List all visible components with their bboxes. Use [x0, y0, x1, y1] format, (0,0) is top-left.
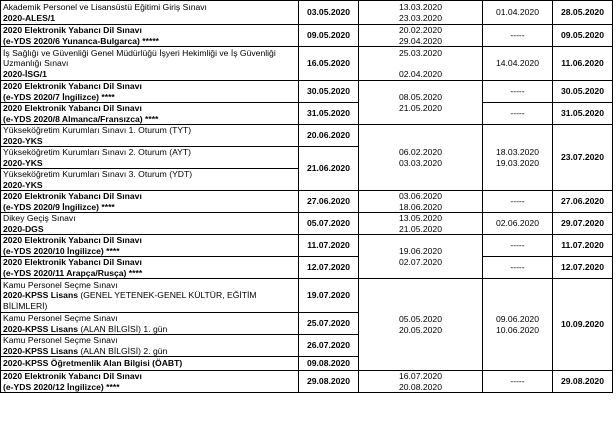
result-date-cell: 29.08.2020 — [553, 371, 613, 393]
exam-title: 2020-KPSS Öğretmenlik Alan Bilgisi (ÖABT) — [3, 358, 183, 369]
late-start: 09.06.2020 — [495, 314, 539, 325]
exam-name-cell — [1, 235, 299, 257]
table-row — [1, 81, 613, 103]
application-start: 19.06.2020 — [398, 246, 442, 257]
late-application-cell: ----- — [483, 371, 553, 393]
application-start: 20.02.2020 — [398, 25, 442, 36]
application-period-cell — [359, 25, 483, 47]
exam-title: Kamu Personel Seçme Sınavı — [3, 335, 118, 346]
application-start: 03.06.2020 — [398, 191, 442, 202]
exam-code-prefix: 2020-KPSS Lisans — [3, 290, 78, 301]
application-period-cell — [359, 279, 483, 371]
exam-name-cell — [1, 147, 299, 169]
exam-date-cell: 29.08.2020 — [299, 371, 359, 393]
exam-title: 2020 Elektronik Yabancı Dil Sınavı — [3, 25, 142, 36]
exam-code-rest: (GENEL YETENEK-GENEL KÜLTÜR, EĞİTİM BİLİMLERİ) — [3, 290, 257, 311]
application-spacer — [361, 58, 480, 68]
exam-name-cell — [1, 25, 299, 47]
exam-code — [3, 346, 296, 356]
late-application-cell: ----- — [483, 191, 553, 213]
application-period-cell — [359, 191, 483, 213]
exam-title: Yükseköğretim Kurumları Sınavı 1. Oturum (TYT) — [3, 125, 192, 136]
late-end: 19.03.2020 — [495, 157, 539, 168]
late-application-cell — [483, 279, 553, 371]
application-end: 02.04.2020 — [398, 68, 442, 79]
exam-code-prefix: 2020-KPSS Lisans — [3, 323, 78, 334]
late-application-cell: ----- — [483, 235, 553, 257]
exam-date-cell: 19.07.2020 — [299, 279, 359, 313]
result-date-cell: 09.05.2020 — [553, 25, 613, 47]
exam-code: (e-YDS 2020/9 İngilizce) **** — [3, 201, 115, 212]
exam-date-cell: 21.06.2020 — [299, 147, 359, 191]
application-start: 13.03.2020 — [398, 2, 442, 13]
table-row — [1, 257, 613, 279]
late-application-cell: 01.04.2020 — [483, 1, 553, 25]
exam-date-cell: 09.05.2020 — [299, 25, 359, 47]
late-application-cell: ----- — [483, 257, 553, 279]
exam-name-cell — [1, 213, 299, 235]
application-end: 20.08.2020 — [398, 381, 442, 392]
table-row — [1, 25, 613, 47]
exam-code: 2020-İSG/1 — [3, 68, 47, 79]
table-row — [1, 47, 613, 81]
exam-date-cell: 03.05.2020 — [299, 1, 359, 25]
exam-code: (e-YDS 2020/11 Arapça/Rusça) **** — [3, 267, 143, 278]
exam-date-cell: 05.07.2020 — [299, 213, 359, 235]
application-period-cell — [359, 235, 483, 279]
table-row — [1, 1, 613, 25]
result-date-cell: 23.07.2020 — [553, 125, 613, 191]
exam-name-cell — [1, 103, 299, 125]
exam-name-cell — [1, 357, 299, 371]
exam-title: 2020 Elektronik Yabancı Dil Sınavı — [3, 81, 142, 92]
exam-title: Yükseköğretim Kurumları Sınavı 2. Oturum (AYT) — [3, 147, 192, 158]
exam-code: 2020-DGS — [3, 223, 44, 234]
application-period-cell — [359, 125, 483, 191]
exam-date-cell: 25.07.2020 — [299, 313, 359, 335]
table-row — [1, 191, 613, 213]
result-date-cell: 10.09.2020 — [553, 279, 613, 371]
application-start: 05.05.2020 — [398, 314, 442, 325]
exam-date-cell: 27.06.2020 — [299, 191, 359, 213]
result-date-cell: 30.05.2020 — [553, 81, 613, 103]
application-end: 18.06.2020 — [398, 201, 442, 212]
application-start: 13.05.2020 — [398, 213, 442, 224]
application-end: 29.04.2020 — [398, 35, 442, 46]
result-date-cell: 11.07.2020 — [553, 235, 613, 257]
late-application-cell: ----- — [483, 25, 553, 47]
exam-date-cell: 31.05.2020 — [299, 103, 359, 125]
exam-name-cell — [1, 191, 299, 213]
exam-code: (e-YDS 2020/12 İngilizce) **** — [3, 381, 120, 392]
exam-title: 2020 Elektronik Yabancı Dil Sınavı — [3, 103, 142, 114]
exam-code: (e-YDS 2020/6 Yunanca-Bulgarca) ***** — [3, 35, 160, 46]
application-start: 25.03.2020 — [398, 48, 442, 59]
exam-code: (e-YDS 2020/7 İngilizce) **** — [3, 91, 115, 102]
exam-title: 2020 Elektronik Yabancı Dil Sınavı — [3, 257, 142, 268]
exam-name-cell — [1, 47, 299, 81]
late-application-cell: ----- — [483, 81, 553, 103]
table-row — [1, 371, 613, 393]
exam-date-cell: 20.06.2020 — [299, 125, 359, 147]
application-period-cell — [359, 47, 483, 81]
exam-title: Kamu Personel Seçme Sınavı — [3, 280, 118, 291]
application-period-cell — [359, 81, 483, 125]
exam-name-cell — [1, 371, 299, 393]
exam-code: 2020-YKS — [3, 157, 43, 168]
exam-date-cell: 26.07.2020 — [299, 335, 359, 357]
result-date-cell: 29.07.2020 — [553, 213, 613, 235]
application-end: 03.03.2020 — [398, 157, 442, 168]
table-row — [1, 213, 613, 235]
result-date-cell: 31.05.2020 — [553, 103, 613, 125]
result-date-cell: 27.06.2020 — [553, 191, 613, 213]
application-end: 23.03.2020 — [398, 12, 442, 23]
table-row — [1, 125, 613, 147]
exam-date-cell: 30.05.2020 — [299, 81, 359, 103]
exam-name-cell — [1, 257, 299, 279]
exam-date-cell: 12.07.2020 — [299, 257, 359, 279]
exam-code-rest: (ALAN BİLGİSİ) 1. gün — [78, 323, 168, 334]
late-end: 10.06.2020 — [495, 324, 539, 335]
late-application-cell: 02.06.2020 — [483, 213, 553, 235]
exam-title: 2020 Elektronik Yabancı Dil Sınavı — [3, 371, 142, 382]
exam-name-cell — [1, 313, 299, 335]
exam-code — [3, 324, 296, 334]
result-date-cell: 28.05.2020 — [553, 1, 613, 25]
exam-code-prefix: 2020-KPSS Lisans — [3, 345, 78, 356]
exam-name-cell — [1, 125, 299, 147]
application-start: 06.02.2020 — [398, 147, 442, 158]
exam-name-cell — [1, 279, 299, 313]
exam-title: 2020 Elektronik Yabancı Dil Sınavı — [3, 191, 142, 202]
exam-code: (e-YDS 2020/8 Almanca/Fransızca) **** — [3, 113, 159, 124]
application-end: 21.05.2020 — [398, 102, 442, 113]
application-start: 08.05.2020 — [398, 92, 442, 103]
exam-title: 2020 Elektronik Yabancı Dil Sınavı — [3, 235, 142, 246]
exam-title: Akademik Personel ve Lisansüstü Eğitimi Giriş Sınavı — [3, 2, 207, 13]
exam-code-rest: (ALAN BİLGİSİ) 2. gün — [78, 345, 168, 356]
result-date-cell: 12.07.2020 — [553, 257, 613, 279]
exam-date-cell: 11.07.2020 — [299, 235, 359, 257]
late-application-cell: ----- — [483, 103, 553, 125]
late-application-cell — [483, 125, 553, 191]
table-row — [1, 103, 613, 125]
late-start: 18.03.2020 — [495, 147, 539, 158]
application-end: 20.05.2020 — [398, 324, 442, 335]
exam-title: İş Sağlığı ve Güvenliği Genel Müdürlüğü İşyeri Hekimliği ve İş Güvenliği Uzmanlığı Sınavı — [3, 48, 276, 69]
exam-code — [3, 290, 296, 310]
table-row — [1, 279, 613, 313]
result-date-cell: 11.06.2020 — [553, 47, 613, 81]
exam-code: 2020-YKS — [3, 179, 43, 190]
exam-code: 2020-ALES/1 — [3, 12, 56, 23]
application-period-cell — [359, 1, 483, 25]
exam-code: 2020-YKS — [3, 135, 43, 146]
application-period-cell — [359, 371, 483, 393]
exam-title: Yükseköğretim Kurumları Sınavı 3. Oturum (YDT) — [3, 169, 193, 180]
application-period-cell — [359, 213, 483, 235]
exam-date-cell: 16.05.2020 — [299, 47, 359, 81]
application-end: 21.05.2020 — [398, 223, 442, 234]
table-row — [1, 235, 613, 257]
exam-name-cell — [1, 1, 299, 25]
exam-title: Dikey Geçiş Sınavı — [3, 213, 76, 224]
exam-code: (e-YDS 2020/10 İngilizce) **** — [3, 245, 120, 256]
exam-name-cell — [1, 169, 299, 191]
exam-name-cell — [1, 81, 299, 103]
application-start: 16.07.2020 — [398, 371, 442, 382]
exam-name-cell — [1, 335, 299, 357]
late-application-cell: 14.04.2020 — [483, 47, 553, 81]
application-end: 02.07.2020 — [398, 256, 442, 267]
exam-date-cell: 09.08.2020 — [299, 357, 359, 371]
exam-title: Kamu Personel Seçme Sınavı — [3, 313, 118, 324]
